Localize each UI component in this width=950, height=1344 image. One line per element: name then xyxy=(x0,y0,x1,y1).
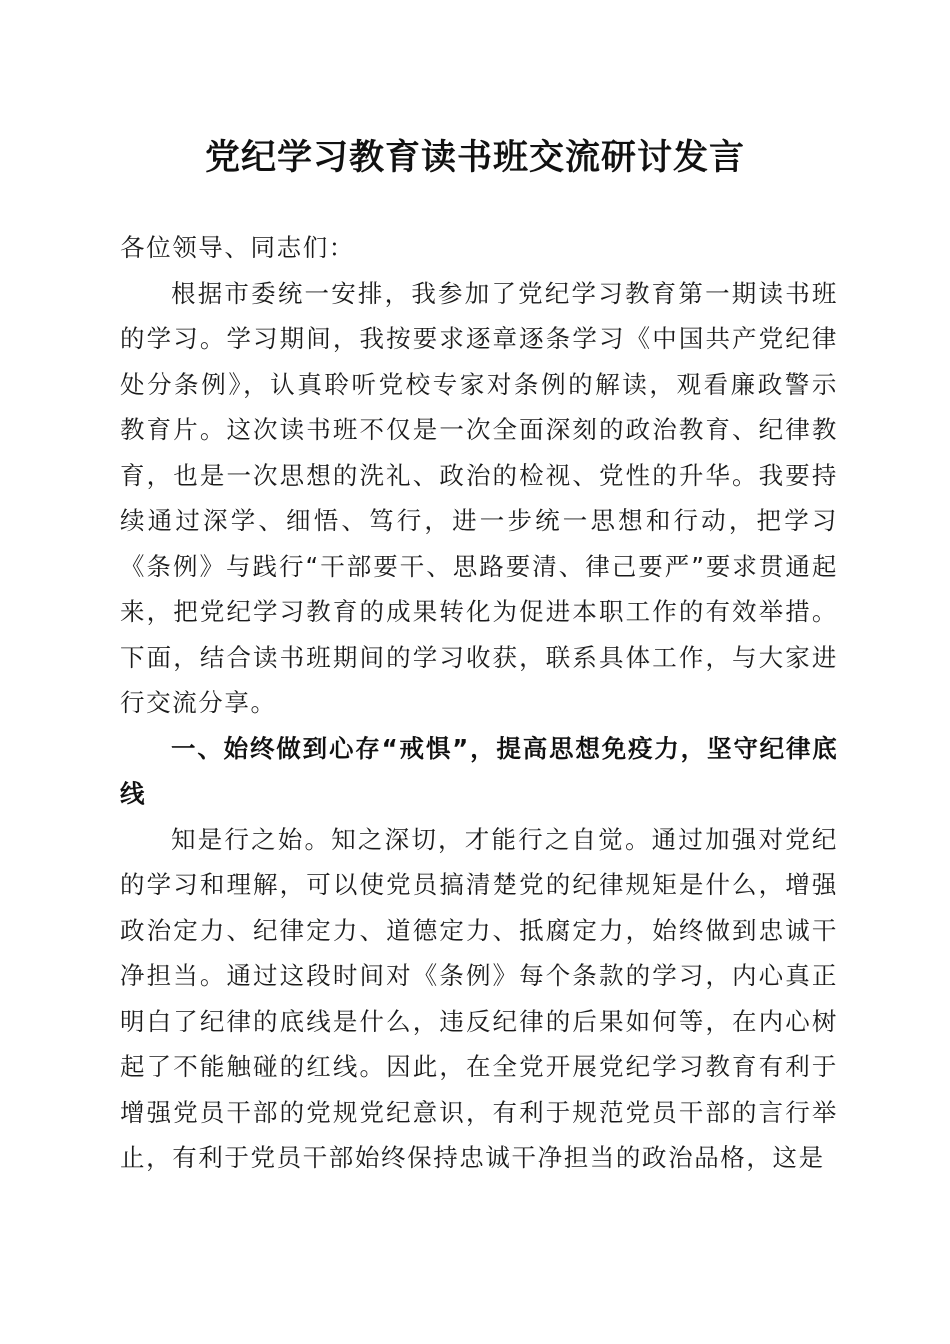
document-body xyxy=(120,225,838,1181)
paragraph-intro: 根据市委统一安排，我参加了党纪学习教育第一期读书班的学习。学习期间，我按要求逐章逐条学习《中国共产党纪律处分条例》，认真聆听党校专家对条例的解读，观看廉政警示教育片。这次读书班不仅是一次全面深刻的政治教育、纪律教育，也是一次思想的洗礼、政治的检视、党性的升华。我要持续通过深学、细悟、笃行，进一步统一思想和行动，把学习《条例》与践行“干部要干、思路要清、律己要严”要求贯通起来，把党纪学习教育的成果转化为促进本职工作的有效举措。下面，结合读书班期间的学习收获，联系具体工作，与大家进行交流分享。 xyxy=(120,278,838,717)
section-heading-1: 一、始终做到心存“戒惧”，提高思想免疫力，坚守纪律底线 xyxy=(120,733,838,808)
paragraph-section-1: 知是行之始。知之深切，才能行之自觉。通过加强对党纪的学习和理解，可以使党员搞清楚党的纪律规矩是什么，增强政治定力、纪律定力、道德定力、抵腐定力，始终做到忠诚干净担当。通过这段时间对《条例》每个条款的学习，内心真正明白了纪律的底线是什么，违反纪律的后果如何等，在内心树起了不能触碰的红线。因此，在全党开展党纪学习教育有利于增强党员干部的党规党纪意识，有利于规范党员干部的言行举止，有利于党员干部始终保持忠诚干净担当的政治品格，这是 xyxy=(120,824,838,1172)
salutation: 各位领导、同志们： xyxy=(120,233,355,262)
page-title: 党纪学习教育读书班交流研讨发言 xyxy=(204,137,745,178)
